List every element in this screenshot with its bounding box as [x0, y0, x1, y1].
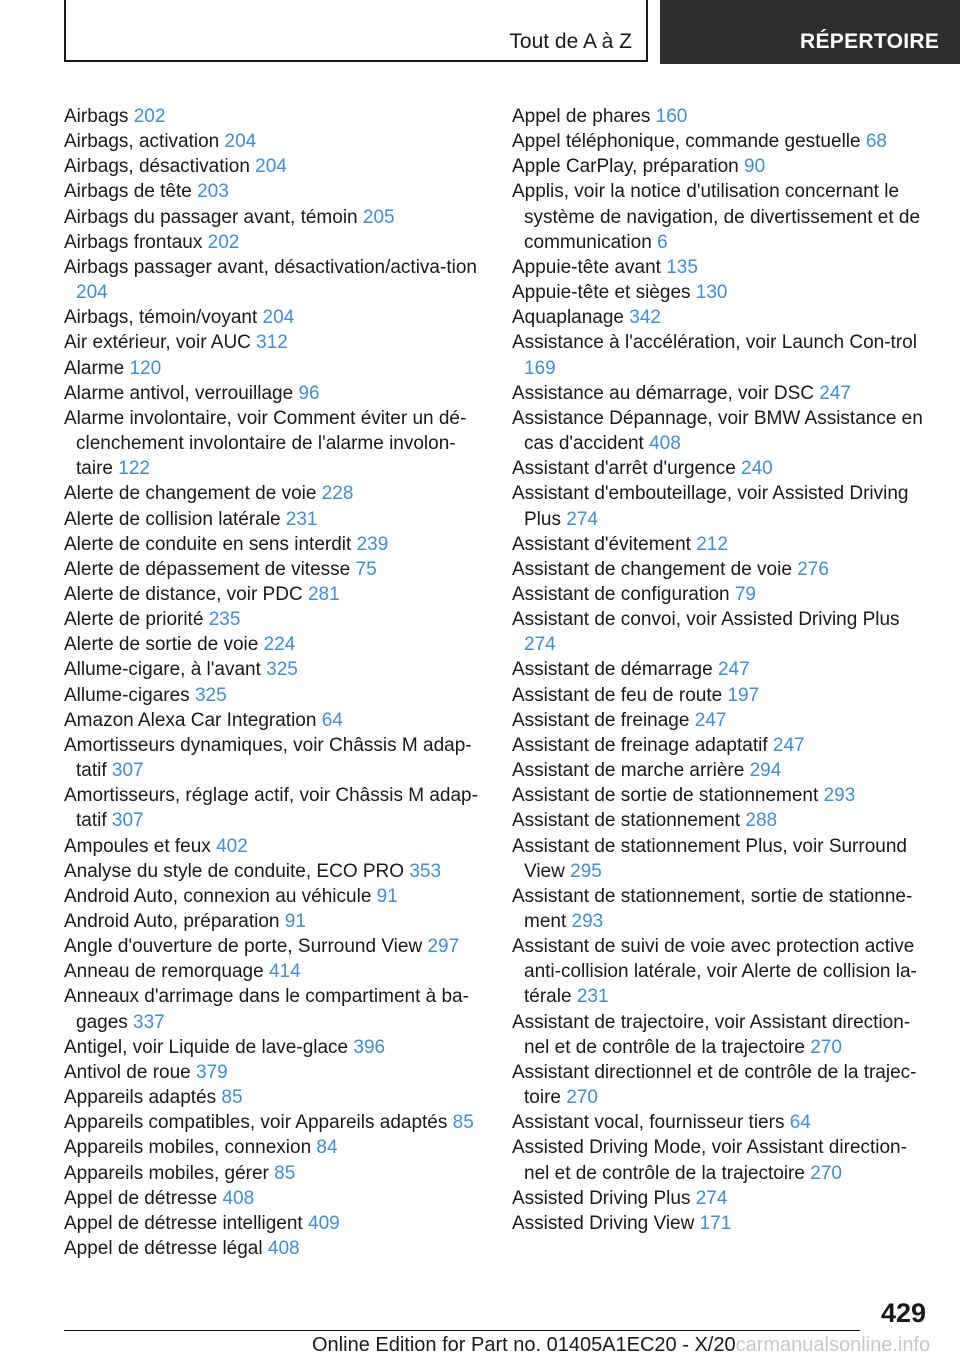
index-entry — [64, 884, 484, 909]
page-link[interactable]: 171 — [699, 1212, 732, 1234]
index-term: Assistant de stationnement — [512, 810, 746, 832]
index-entry — [64, 154, 484, 179]
index-entry — [64, 1186, 484, 1211]
index-term: Antigel, voir Liquide de lave-glace — [64, 1036, 354, 1058]
page-link[interactable]: 231 — [576, 986, 609, 1008]
index-entry — [512, 1211, 932, 1236]
index-term: Appuie-tête et sièges — [512, 282, 696, 304]
page-link[interactable]: 91 — [376, 885, 398, 907]
index-entry — [512, 582, 932, 607]
index-entry — [512, 607, 932, 657]
page-link[interactable]: 84 — [316, 1137, 338, 1159]
index-entry — [64, 104, 484, 129]
index-term: Appel de détresse légal — [64, 1238, 268, 1260]
page-link[interactable]: 204 — [255, 156, 287, 178]
page-number: 429 — [880, 1298, 926, 1328]
page-link[interactable]: 293 — [571, 911, 604, 932]
page-link[interactable]: 85 — [452, 1112, 474, 1134]
index-entry — [64, 909, 484, 934]
index-term: Ampoules et feux — [64, 835, 217, 857]
page-link[interactable]: 85 — [274, 1162, 296, 1184]
index-entry — [512, 1186, 932, 1211]
page-link[interactable]: 96 — [298, 382, 320, 404]
index-term: Apple CarPlay, préparation — [512, 156, 744, 178]
index-term: Assistant vocal, fournisseur tiers — [512, 1112, 790, 1134]
page-link[interactable]: 247 — [772, 734, 805, 756]
index-term: Alarme — [64, 357, 130, 379]
index-term: Amortisseurs dynamiques, voir Châssis M adap‐tatif — [64, 734, 472, 782]
page-link[interactable]: 64 — [789, 1112, 811, 1134]
index-term: Antivol de roue — [64, 1061, 197, 1083]
page-link[interactable]: 231 — [285, 508, 318, 530]
index-entry — [512, 884, 932, 934]
page-link[interactable]: 274 — [566, 508, 598, 530]
index-entry — [512, 1110, 932, 1135]
page-link[interactable]: 120 — [129, 357, 162, 379]
index-entry — [64, 708, 484, 733]
index-entry — [64, 330, 484, 355]
index-term: Assistant de configuration — [512, 583, 735, 605]
index-term: Android Auto, préparation — [64, 911, 285, 932]
index-term: Assisted Driving Plus — [512, 1187, 696, 1209]
index-entry — [512, 783, 932, 808]
index-entry — [512, 154, 932, 179]
index-term: Alerte de distance, voir PDC — [64, 583, 308, 605]
footer — [312, 1334, 930, 1357]
index-term: Appel de détresse — [64, 1187, 223, 1209]
page-link[interactable]: 414 — [268, 961, 301, 983]
page-link[interactable]: 130 — [695, 282, 728, 304]
page-link[interactable]: 79 — [734, 583, 756, 605]
index-entry — [64, 733, 484, 783]
index-entry — [64, 557, 484, 582]
page-link[interactable]: 270 — [566, 1087, 598, 1109]
page-link[interactable]: 64 — [321, 709, 343, 731]
index-entry — [512, 934, 932, 1009]
page-link[interactable]: 408 — [222, 1187, 255, 1209]
index-entry — [64, 381, 484, 406]
index-entry — [512, 280, 932, 305]
index-entry — [512, 657, 932, 682]
index-term: Alerte de collision latérale — [64, 508, 286, 530]
page-link[interactable]: 293 — [823, 785, 856, 807]
index-entry — [64, 632, 484, 657]
page-link[interactable]: 85 — [221, 1087, 243, 1109]
page-link[interactable]: 240 — [741, 458, 773, 480]
page-link[interactable]: 202 — [207, 231, 240, 253]
page-link[interactable]: 247 — [819, 382, 851, 404]
page-link[interactable]: 122 — [118, 458, 150, 480]
index-term: Assistant de stationnement, sortie de stationne‐ment — [512, 885, 913, 932]
page-link[interactable]: 197 — [727, 684, 760, 706]
index-term: Appel de détresse intelligent — [64, 1212, 308, 1234]
index-term: Airbags, témoin/voyant — [64, 307, 263, 329]
index-term: Assistant d'embouteillage, voir Assisted Driving Plus — [512, 483, 909, 530]
index-entry — [512, 532, 932, 557]
index-entry — [512, 708, 932, 733]
index-entry — [512, 104, 932, 129]
page-link[interactable]: 212 — [696, 533, 728, 555]
index-term: Alerte de dépassement de vitesse — [64, 558, 356, 580]
index-term: Airbags — [64, 106, 134, 127]
index-term: Angle d'ouverture de porte, Surround View — [64, 936, 428, 958]
index-entry — [64, 1060, 484, 1085]
index-entry — [64, 582, 484, 607]
index-term: Airbags, désactivation — [64, 156, 256, 178]
index-term: Android Auto, connexion au véhicule — [64, 885, 377, 907]
index-term: Assistant de suivi de voie avec protection active anti-collision latérale, voir Alerte de collision la‐térale — [512, 936, 917, 1008]
index-term: Allume-cigares — [64, 684, 195, 706]
index-entry — [64, 1135, 484, 1160]
page-link[interactable]: 203 — [197, 181, 229, 203]
index-entry — [64, 1211, 484, 1236]
index-column-left — [64, 104, 484, 1261]
index-entry — [64, 205, 484, 230]
index-term: Assistant de changement de voie — [512, 558, 798, 580]
page-link[interactable]: 294 — [749, 760, 782, 782]
index-term: Assistance au démarrage, voir DSC — [512, 382, 820, 404]
page-link[interactable]: 90 — [744, 156, 766, 178]
index-entry — [64, 230, 484, 255]
index-term: Airbags de tête — [64, 181, 198, 203]
page-link[interactable]: 297 — [427, 936, 460, 958]
page-link[interactable]: 6 — [657, 231, 668, 253]
index-entry — [64, 305, 484, 330]
index-term: Appareils compatibles, voir Appareils adaptés — [64, 1112, 453, 1134]
header-tab — [64, 0, 648, 62]
index-entry — [64, 129, 484, 154]
index-term: Assisted Driving View — [512, 1212, 700, 1234]
index-entry — [64, 934, 484, 959]
index-term: Alerte de sortie de voie — [64, 634, 264, 656]
index-entry — [512, 406, 932, 456]
page-link[interactable]: 288 — [745, 810, 778, 832]
index-entry — [64, 657, 484, 682]
page-link[interactable]: 135 — [666, 256, 698, 278]
footer-rule — [64, 1330, 860, 1331]
index-entry — [64, 959, 484, 984]
page-link[interactable]: 228 — [321, 483, 354, 505]
index-entry — [64, 356, 484, 381]
index-term: Amortisseurs, réglage actif, voir Châssis M adap‐tatif — [64, 785, 478, 832]
index-entry — [64, 406, 484, 481]
page-link[interactable]: 379 — [196, 1061, 228, 1083]
page-link[interactable]: 396 — [353, 1036, 386, 1058]
page-link[interactable]: 353 — [409, 860, 442, 882]
index-entry — [512, 456, 932, 481]
page-link[interactable]: 204 — [76, 282, 108, 304]
index-term: Appareils mobiles, connexion — [64, 1137, 317, 1159]
index-term: Alerte de changement de voie — [64, 483, 322, 505]
index-term: Assistant de feu de route — [512, 684, 728, 706]
page-link[interactable]: 274 — [524, 634, 556, 656]
index-term: Analyse du style de conduite, ECO PRO — [64, 860, 410, 882]
index-entry — [512, 255, 932, 280]
footer-edition: Online Edition for Part no. 01405A1EC20 - X/20 — [312, 1334, 736, 1356]
index-entry — [64, 834, 484, 859]
index-term: Assistant directionnel et de contrôle de la trajec‐toire — [512, 1061, 917, 1109]
index-entry — [64, 984, 484, 1034]
index-column-right — [512, 104, 932, 1236]
index-term: Airbags passager avant, désactivation/activa‐tion — [64, 256, 477, 278]
page-link[interactable]: 169 — [524, 357, 556, 379]
header-title: Tout de A à Z — [509, 30, 632, 53]
page-link[interactable]: 402 — [216, 835, 248, 857]
index-term: Anneaux d'arrimage dans le compartiment à ba‐gages — [64, 986, 469, 1033]
page-link[interactable]: 270 — [810, 1036, 842, 1058]
index-term: Appareils adaptés — [64, 1087, 222, 1109]
page-link[interactable]: 205 — [362, 206, 395, 228]
index-term: Airbags du passager avant, témoin — [64, 206, 363, 228]
page-link[interactable]: 235 — [208, 609, 241, 631]
index-term: Assistant de marche arrière — [512, 760, 750, 782]
index-term: Assistance à l'accélération, voir Launch Con‐trol — [512, 332, 917, 354]
header-section-label: RÉPERTOIRE — [800, 30, 940, 53]
page-link[interactable]: 337 — [133, 1011, 165, 1033]
index-term: Assistant de freinage — [512, 709, 695, 731]
page-link[interactable]: 91 — [284, 911, 306, 932]
index-entry — [64, 532, 484, 557]
index-term: Anneau de remorquage — [64, 961, 269, 983]
page-link[interactable]: 276 — [797, 558, 829, 580]
index-entry — [512, 179, 932, 254]
index-entry — [512, 758, 932, 783]
index-entry — [512, 683, 932, 708]
index-entry — [64, 255, 484, 305]
index-entry — [512, 834, 932, 884]
index-entry — [64, 1085, 484, 1110]
page-link[interactable]: 408 — [649, 433, 681, 455]
index-term: Alerte de priorité — [64, 609, 209, 631]
index-entry — [512, 557, 932, 582]
page-link[interactable]: 75 — [355, 558, 377, 580]
index-term: Assistant d'évitement — [512, 533, 697, 555]
index-entry — [64, 507, 484, 532]
index-entry — [64, 481, 484, 506]
page-link[interactable]: 307 — [111, 760, 144, 782]
page-link[interactable]: 325 — [194, 684, 227, 706]
page-link[interactable]: 160 — [655, 106, 688, 127]
index-entry — [64, 179, 484, 204]
index-entry — [64, 783, 484, 833]
index-term: Aquaplanage — [512, 307, 630, 329]
index-term: Amazon Alexa Car Integration — [64, 709, 322, 731]
index-term: Applis, voir la notice d'utilisation concernant le système de navigation, de divertissement et de communication — [512, 181, 921, 253]
index-entry — [64, 1110, 484, 1135]
index-entry — [512, 481, 932, 531]
footer-watermark: carmanualsonline.info — [735, 1334, 931, 1356]
index-entry — [512, 1135, 932, 1185]
index-term: Assistant de démarrage — [512, 659, 718, 681]
index-term: Appel de phares — [512, 106, 656, 127]
index-term: Alarme antivol, verrouillage — [64, 382, 299, 404]
index-entry — [512, 129, 932, 154]
page-link[interactable]: 247 — [694, 709, 727, 731]
index-entry — [64, 1035, 484, 1060]
index-term: Appareils mobiles, gérer — [64, 1162, 275, 1184]
index-term: Alarme involontaire, voir Comment éviter un dé‐clenchement involontaire de l'alarme involon‐taire — [64, 407, 467, 480]
index-term: Appuie-tête avant — [512, 256, 667, 278]
index-term: Air extérieur, voir AUC — [64, 332, 257, 354]
page-link[interactable]: 204 — [262, 307, 295, 329]
page-link[interactable]: 295 — [570, 860, 602, 882]
index-entry — [512, 381, 932, 406]
page-link[interactable]: 224 — [263, 634, 296, 656]
page-link[interactable]: 342 — [629, 307, 661, 329]
page-link[interactable]: 68 — [865, 131, 887, 153]
page-link[interactable]: 409 — [308, 1212, 340, 1234]
page-link[interactable]: 307 — [111, 810, 144, 832]
index-term: Assistant de sortie de stationnement — [512, 785, 824, 807]
index-entry — [512, 305, 932, 330]
page-link[interactable]: 325 — [266, 659, 298, 681]
index-term: Airbags frontaux — [64, 231, 208, 253]
page-link[interactable]: 274 — [695, 1187, 728, 1209]
index-entry — [512, 330, 932, 380]
page-link[interactable]: 247 — [717, 659, 750, 681]
index-term: Assistant de stationnement Plus, voir Surround View — [512, 835, 907, 882]
index-entry — [512, 733, 932, 758]
index-term: Allume-cigare, à l'avant — [64, 659, 267, 681]
index-term: Assistant de freinage adaptatif — [512, 734, 773, 756]
index-entry — [64, 683, 484, 708]
index-term: Assisted Driving Mode, voir Assistant direction‐nel et de contrôle de la trajectoire — [512, 1137, 907, 1184]
index-entry — [64, 1236, 484, 1261]
page-link[interactable]: 312 — [256, 332, 288, 354]
page-link[interactable]: 281 — [307, 583, 340, 605]
index-entry — [512, 1010, 932, 1060]
index-term: Airbags, activation — [64, 131, 225, 153]
page-link[interactable]: 270 — [810, 1162, 842, 1184]
page-link[interactable]: 408 — [267, 1238, 300, 1260]
index-entry — [64, 1161, 484, 1186]
index-entry — [64, 607, 484, 632]
index-term: Appel téléphonique, commande gestuelle — [512, 131, 866, 153]
index-term: Assistant d'arrêt d'urgence — [512, 458, 742, 480]
index-term: Assistant de convoi, voir Assisted Driving Plus — [512, 609, 900, 631]
index-entry — [512, 1060, 932, 1110]
index-term: Assistant de trajectoire, voir Assistant direction‐nel et de contrôle de la trajectoire — [512, 1011, 911, 1058]
index-entry — [64, 859, 484, 884]
page-link[interactable]: 239 — [356, 533, 389, 555]
index-entry — [512, 808, 932, 833]
header-section-tab — [660, 0, 960, 64]
index-term: Alerte de conduite en sens interdit — [64, 533, 357, 555]
page-link[interactable]: 202 — [133, 106, 166, 127]
index-term: Assistance Dépannage, voir BMW Assistance en cas d'accident — [512, 407, 923, 455]
page-link[interactable]: 204 — [224, 131, 257, 153]
